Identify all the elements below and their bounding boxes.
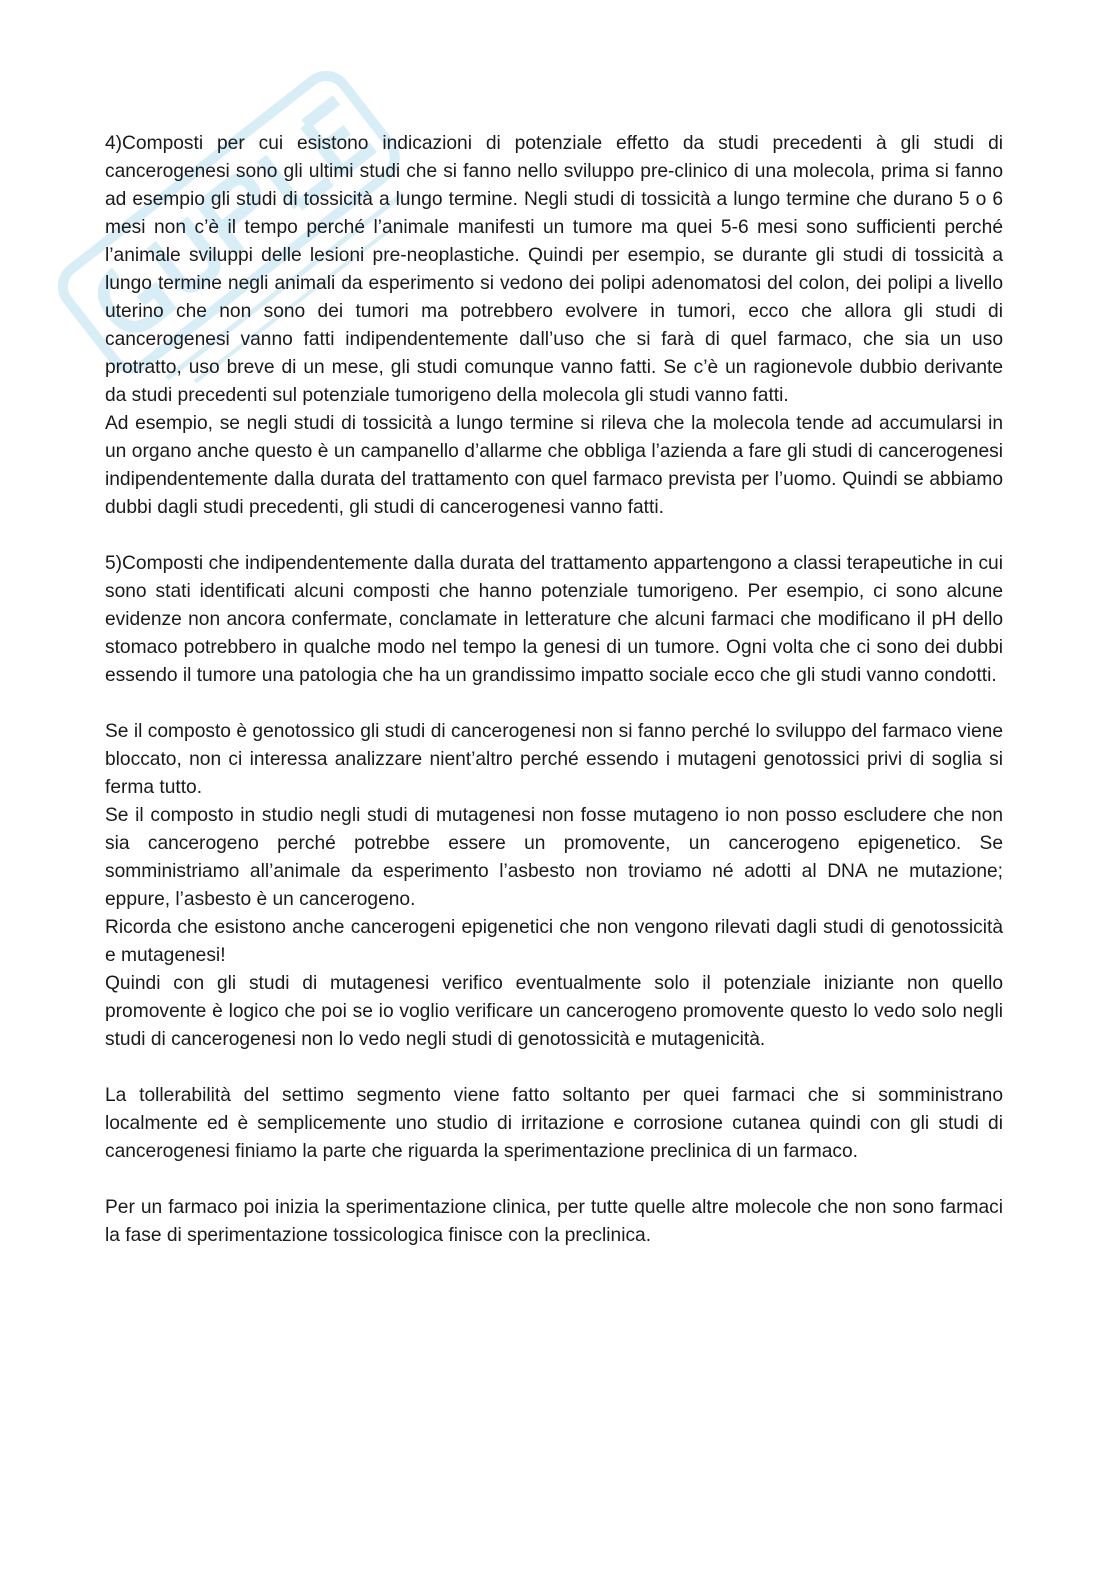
paragraph-point-4: 4)Composti per cui esistono indicazioni di potenziale effetto da studi precedenti à gli studi di cancerogenesi sono gli ultimi studi che si fanno nello sviluppo pre-clinico di una molecola, prima si fanno ad esempio gli studi di tossicità a lungo termine. Negli studi di tossicità a lungo termine che durano 5 o 6 mesi non c’è il tempo perché l’animale manifesti un tumore ma quei 5-6 mesi sono sufficienti perché l’animale sviluppi delle lesioni pre-neoplastiche. Quindi per esempio, se durante gli studi di tossicità a lungo termine negli animali da esperimento si vedono dei polipi adenomatosi del colon, dei polipi a livello uterino che non sono dei tumori ma potrebbero evolvere in tumori, ecco che allora gli studi di cancerogenesi vanno fatti indipendentemente dall’uso che si farà di quel farmaco, che sia un uso protratto, uso breve di un mese, gli studi comunque vanno fatti. Se c’è un ragionevole dubbio derivante da studi precedenti sul potenziale tumorigeno della molecola gli studi vanno fatti. [105,133,1003,406]
paragraph-clinical-trials: Per un farmaco poi inizia la sperimentazione clinica, per tutte quelle altre molecole che non sono farmaci la fase di sperimentazione tossicologica finisce con la preclinica. [105,1197,1003,1246]
paragraph-tolerability: La tollerabilità del settimo segmento viene fatto soltanto per quei farmaci che si somministrano localmente ed è semplicemente uno studio di irritazione e corrosione cutanea quindi con gli studi di cancerogenesi finiamo la parte che riguarda la sperimentazione preclinica di un farmaco. [105,1085,1003,1162]
paragraph-epigenetic-reminder: Ricorda che esistono anche cancerogeni epigenetici che non vengono rilevati dagli studi di genotossicità e mutagenesi! [105,917,1003,966]
paragraph-accumulation-example: Ad esempio, se negli studi di tossicità a lungo termine si rileva che la molecola tende ad accumularsi in un organo anche questo è un campanello d’allarme che obbliga l’azienda a fare gli studi di cancerogenesi indipendentemente dalla durata del trattamento con quel farmaco prevista per l’uomo. Quindi se abbiamo dubbi dagli studi precedenti, gli studi di cancerogenesi vanno fatti. [105,413,1003,518]
paragraph-point-5: 5)Composti che indipendentemente dalla durata del trattamento appartengono a classi terapeutiche in cui sono stati identificati alcuni composti che hanno potenziale tumorigeno. Per esempio, ci sono alcune evidenze non ancora confermate, conclamate in letterature che alcuni farmaci che modificano il pH dello stomaco potrebbero in qualche modo nel tempo la genesi di un tumore. Ogni volta che ci sono dei dubbi essendo il tumore una patologia che ha un grandissimo impatto sociale ecco che gli studi vanno condotti. [105,553,1003,686]
paragraph-genotoxic-compound: Se il composto è genotossico gli studi di cancerogenesi non si fanno perché lo sviluppo del farmaco viene bloccato, non ci interessa analizzare nient’altro perché essendo i mutageni genotossici privi di soglia si ferma tutto. [105,721,1003,798]
paragraph-mutagenesis-studies: Quindi con gli studi di mutagenesi verifico eventualmente solo il potenziale iniziante non quello promovente è logico che poi se io voglio verificare un cancerogeno promovente questo lo vedo solo negli studi di cancerogenesi non lo vedo negli studi di genotossicità e mutagenicità. [105,973,1003,1050]
paragraph-non-mutagenic-compound: Se il composto in studio negli studi di mutagenesi non fosse mutageno io non posso escludere che non sia cancerogeno perché potrebbe essere un promovente, un cancerogeno epigenetico. Se somministriamo all’animale da esperimento l’asbesto non troviamo né adotti al DNA ne mutazione; eppure, l’asbesto è un cancerogeno. [105,805,1003,910]
document-body [105,130,1003,1250]
